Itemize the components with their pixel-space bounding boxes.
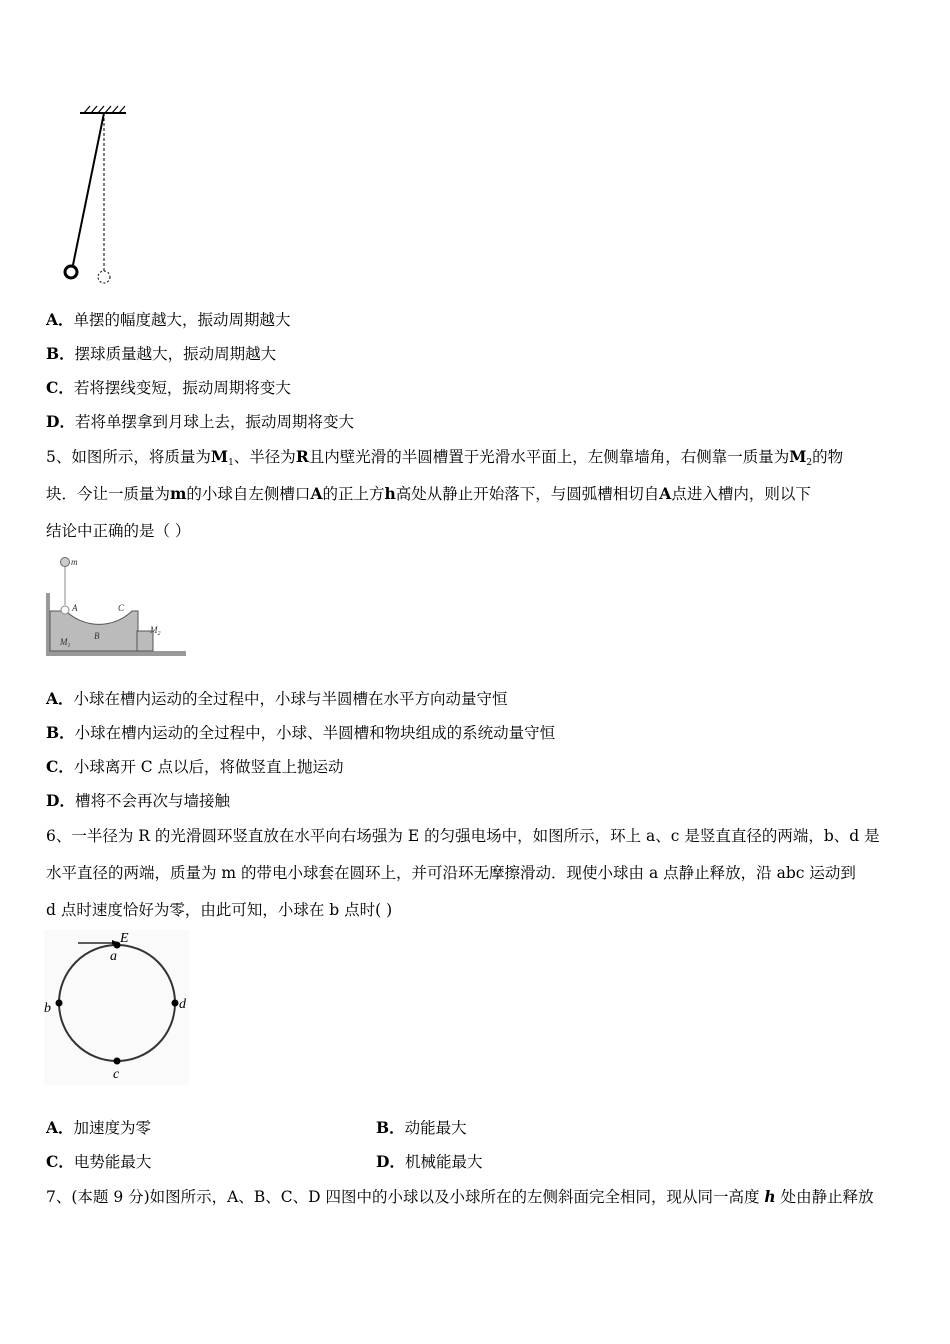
q4-option-c[interactable]: C．若将摆线变短，振动周期将变大 (46, 378, 291, 397)
ring-figure (44, 930, 189, 1085)
q5-option-d[interactable]: D．槽将不会再次与墙接触 (46, 791, 230, 810)
q5-option-b[interactable]: B．小球在槽内运动的全过程中，小球、半圆槽和物块组成的系统动量守恒 (46, 723, 556, 742)
q6-option-d[interactable]: D．机械能最大 (376, 1152, 483, 1171)
label-b: b (44, 1001, 51, 1016)
label-a: a (110, 949, 117, 964)
label-m: m (71, 557, 78, 567)
trough-figure (46, 553, 188, 661)
q5-stem-line2: 块．今让一质量为m的小球自左侧槽口A的正上方h高处从静止开始落下，与圆弧槽相切自A点进入槽内，则以下 (46, 484, 811, 503)
label-d: d (179, 997, 186, 1012)
label-c: c (113, 1067, 120, 1082)
q4-option-a[interactable]: A．单摆的幅度越大，振动周期越大 (46, 310, 291, 329)
q6-option-a[interactable]: A．加速度为零 (46, 1118, 152, 1137)
label-C: C (118, 603, 125, 613)
q6-option-c[interactable]: C．电势能最大 (46, 1152, 152, 1171)
q7-stem-line1: 7、(本题 9 分)如图所示，A、B、C、D 四图中的小球以及小球所在的左侧斜面完全相同，现从同一高度 h 处由静止释放 (46, 1187, 874, 1206)
label-A: A (72, 603, 78, 613)
q4-option-d[interactable]: D．若将单摆拿到月球上去，振动周期将变大 (46, 412, 354, 431)
pendulum-figure (60, 105, 140, 290)
q5-option-c[interactable]: C．小球离开 C 点以后，将做竖直上抛运动 (46, 757, 344, 776)
label-B: B (94, 631, 100, 641)
label-M1: $M_1$ (60, 637, 71, 649)
q4-option-b[interactable]: B．摆球质量越大，振动周期越大 (46, 344, 277, 363)
q6-stem-line2: 水平直径的两端，质量为 m 的带电小球套在圆环上，并可沿环无摩擦滑动．现使小球由 a 点静止释放，沿 abc 运动到 (46, 864, 856, 882)
q5-stem-line3: 结论中正确的是（ ） (46, 522, 191, 540)
label-M2: $M_2$ (150, 625, 161, 637)
q6-option-b[interactable]: B．动能最大 (376, 1118, 467, 1137)
q5-option-a[interactable]: A．小球在槽内运动的全过程中，小球与半圆槽在水平方向动量守恒 (46, 689, 508, 708)
q5-stem-line1: 5、如图所示，将质量为$M_1$、半径为R且内壁光滑的半圆槽置于光滑水平面上，左侧靠墙角，右侧靠一质量为$M_2$的物 (46, 447, 844, 468)
q6-stem-line1: 6、一半径为 R 的光滑圆环竖直放在水平向右场强为 E 的匀强电场中，如图所示，环上 a、c 是竖直直径的两端，b、d 是 (46, 827, 880, 845)
q6-stem-line3: d 点时速度恰好为零，由此可知，小球在 b 点时( ) (46, 901, 393, 919)
label-E: E (120, 931, 129, 946)
